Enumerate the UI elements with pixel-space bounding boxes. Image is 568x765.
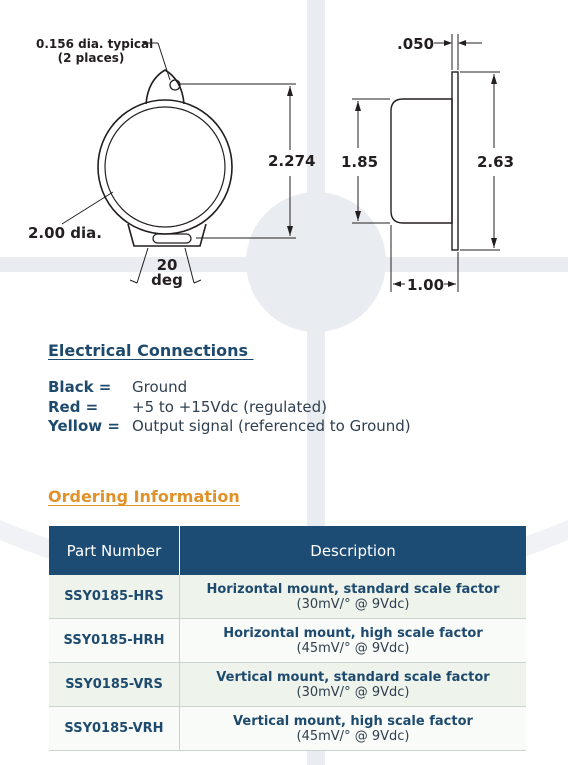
part-number: SSY0185-VRS	[49, 663, 180, 707]
depth-label: 1.00	[407, 276, 445, 294]
table-header-row	[49, 526, 526, 575]
wire-color-red: Red =	[48, 397, 99, 416]
part-number: SSY0185-HRH	[49, 619, 180, 663]
body-dia-label: 2.00 dia.	[28, 224, 102, 242]
table-row	[49, 575, 526, 619]
ordering-table	[49, 526, 526, 751]
ordering-information-title: Ordering Information	[48, 487, 240, 506]
description-main: Horizontal mount, high scale factor	[223, 625, 483, 641]
electrical-connections-list	[48, 378, 411, 437]
wire-function: Output signal (referenced to Ground)	[132, 417, 411, 435]
body-height-label: 1.85	[341, 153, 379, 171]
angle-value: 20	[156, 256, 178, 274]
wire-function: +5 to +15Vdc (regulated)	[132, 397, 327, 416]
hole-note	[36, 37, 154, 65]
angle-unit: deg	[151, 271, 183, 289]
hole-note-line2: (2 places)	[57, 51, 125, 65]
wire-color-black: Black =	[48, 378, 112, 396]
connection-row	[48, 398, 411, 418]
part-number: SSY0185-HRS	[49, 575, 180, 619]
description-scale: (45mV/° @ 9Vdc)	[296, 728, 410, 744]
hole-note-line1: 0.156 dia. typical	[36, 37, 154, 51]
front-view	[98, 70, 232, 246]
header-description: Description	[180, 526, 527, 575]
wire-color-yellow: Yellow =	[48, 417, 120, 435]
table-row	[49, 663, 526, 707]
description	[180, 707, 527, 751]
description-scale: (45mV/° @ 9Vdc)	[296, 640, 410, 656]
description-scale: (30mV/° @ 9Vdc)	[296, 596, 410, 612]
description	[180, 663, 527, 707]
description-main: Horizontal mount, standard scale factor	[206, 581, 500, 597]
description-main: Vertical mount, high scale factor	[233, 713, 473, 729]
angle-label	[150, 258, 184, 288]
thickness-label: .050	[397, 35, 435, 53]
description	[180, 619, 527, 663]
header-part-number: Part Number	[49, 526, 180, 575]
connection-row	[48, 417, 411, 437]
wire-function: Ground	[132, 378, 188, 396]
description-scale: (30mV/° @ 9Vdc)	[296, 684, 410, 700]
overall-height-label: 2.274	[268, 152, 316, 170]
electrical-connections-title: Electrical Connections	[48, 341, 254, 360]
side-view	[391, 72, 458, 250]
table-row	[49, 707, 526, 751]
table-row	[49, 619, 526, 663]
flange-height-label: 2.63	[477, 153, 515, 171]
description-main: Vertical mount, standard scale factor	[216, 669, 490, 685]
connection-row	[48, 378, 411, 398]
part-number: SSY0185-VRH	[49, 707, 180, 751]
description	[180, 575, 527, 619]
